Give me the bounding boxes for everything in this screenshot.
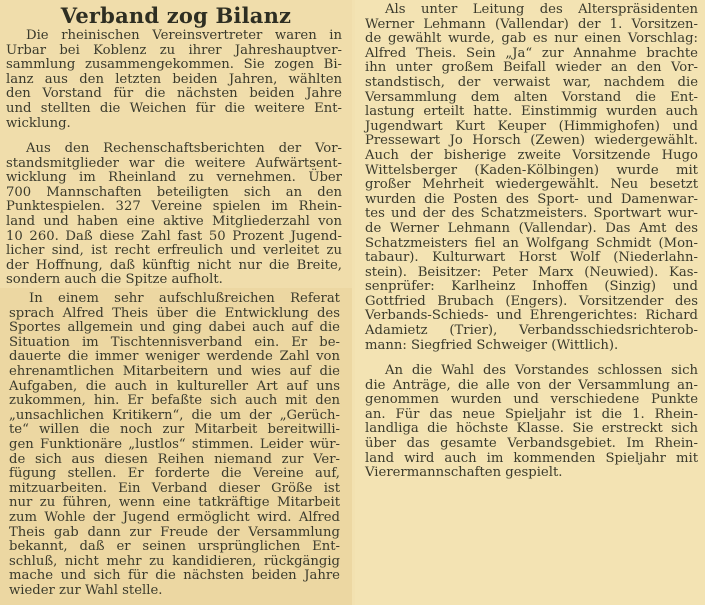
text-line: wicklung im Rheinland zu vernehmen. Über	[6, 170, 342, 186]
text-line: ihn unter großem Beifall wieder an den Vor-	[365, 60, 698, 76]
text-line: landliga die höchste Klasse. Sie erstreckt sich	[365, 421, 698, 437]
text-line: wicklung.	[6, 115, 71, 131]
text-line: Jugendwart Kurt Keuper (Himmighofen) und	[365, 118, 698, 134]
text-line: Pressewart Jo Horsch (Zewen) wiedergewählt.	[365, 133, 698, 149]
text-line: An die Wahl des Vorstandes schlossen sich	[385, 363, 698, 378]
text-line: Adamietz (Trier), Verbandsschiedsrichterob-	[365, 323, 698, 339]
text-line: wieder zur Wahl stelle.	[9, 582, 163, 598]
text-line: bekannt, daß er seinen ursprünglichen Ent-	[9, 539, 340, 555]
text-line: nur zu führen, wenn eine tatkräftige Mitarbeit	[9, 495, 340, 511]
text-line: Die rheinischen Vereinsvertreter waren in	[26, 28, 342, 43]
text-line: zum Wohle der Jugend ermöglicht wird. Alfred	[9, 509, 340, 525]
text-line: zukommen, hin. Er befaßte sich auch mit den	[9, 393, 340, 409]
paragraph	[365, 364, 698, 481]
text-line: standstisch, der verwaist war, nachdem die	[365, 74, 698, 90]
text-line: die Anträge, die alle von der Versammlung an-	[365, 377, 698, 393]
text-line: stein). Beisitzer: Peter Marx (Neuwied). Kas-	[365, 264, 698, 280]
text-line: land wird auch im kommenden Spieljahr mit	[365, 450, 698, 466]
text-line: gen Funktionäre „lustlos“ stimmen. Leider wür-	[9, 436, 340, 452]
text-line: 10 260. Daß diese Zahl fast 50 Prozent Jugend-	[6, 228, 342, 244]
right-column	[355, 0, 705, 605]
text-line: de Werner Lehmann (Vallendar). Das Amt des	[365, 220, 698, 236]
text-line: Verbands-Schieds- und Ehrengerichtes: Richard	[365, 308, 698, 324]
text-line: Alfred Theis. Sein „Ja“ zur Annahme brachte	[365, 45, 698, 61]
text-line: Auch der bisherige zweite Vorsitzende Hugo	[365, 147, 698, 163]
text-line: 700 Mannschaften beteiligten sich an den	[6, 184, 342, 200]
text-line: Aus den Rechenschaftsberichten der Vor-	[26, 141, 342, 156]
text-line: den Vorstand für die nächsten beiden Jahre	[6, 86, 342, 102]
text-line: großer Mehrheit wiedergewählt. Neu besetzt	[365, 177, 698, 193]
text-line: dauerte die immer weniger werdende Zahl von	[9, 349, 340, 365]
text-line: der Hoffnung, daß künftig nicht nur die Breite,	[6, 257, 342, 273]
text-line: Gottfried Brubach (Engers). Vorsitzender des	[365, 293, 698, 309]
text-line: Versammlung dem alten Vorstand die Ent-	[365, 89, 698, 105]
text-line: und stellten die Weichen für die weitere Ent-	[6, 100, 342, 116]
text-line: Situation im Tischtennisverband ein. Er be-	[9, 334, 340, 350]
text-line: fügung stellen. Er forderte die Vereine auf,	[9, 466, 340, 482]
text-line: Urbar bei Koblenz zu ihrer Jahreshauptver-	[6, 42, 342, 58]
text-line: Sportes allgemein und ging dabei auch auf die	[9, 320, 340, 336]
text-line: über das gesamte Verbandsgebiet. Im Rhein-	[365, 435, 698, 451]
text-line: Schatzmeisters fiel an Wolfgang Schmidt (Mon-	[365, 235, 698, 251]
paragraph	[6, 142, 342, 288]
text-line: Theis gab dann zur Freude der Versammlung	[9, 524, 340, 540]
text-line: In einem sehr aufschlußreichen Referat	[29, 291, 340, 306]
text-line: Aufgaben, die auch in kultureller Art auf uns	[9, 378, 340, 394]
text-line: licher sind, ist recht erfreulich und verleitet zu	[6, 243, 342, 259]
text-line: Werner Lehmann (Vallendar) der 1. Vorsitzen-	[365, 16, 698, 32]
paragraph	[365, 3, 698, 353]
text-line: mache und sich für die nächsten beiden Jahre	[9, 568, 340, 584]
text-line: an. Für das neue Spieljahr ist die 1. Rhein-	[365, 406, 698, 422]
text-line: ehrenamtlichen Mitarbeitern und wies auf die	[9, 363, 340, 379]
text-line: schluß, nicht mehr zu kandidieren, rückgängig	[9, 553, 340, 569]
text-line: standsmitglieder war die weitere Aufwärtsent-	[6, 155, 342, 171]
article-title: Verband zog Bilanz	[60, 3, 292, 28]
text-line: senprüfer: Karlheinz Inhoffen (Sinzig) und	[365, 279, 698, 295]
text-line: sondern auch die Spitze aufholt.	[6, 272, 223, 288]
text-line: Punktespielen. 327 Vereine spielen im Rhein-	[6, 199, 342, 215]
text-line: mann: Siegfried Schweiger (Wittlich).	[365, 337, 619, 353]
text-line: te“ willen die noch zur Mitarbeit bereitwilli-	[9, 422, 340, 438]
text-line: genommen wurden und verschiedene Punkte	[365, 392, 698, 408]
text-line: mitzuarbeiten. Ein Verband dieser Größe ist	[9, 480, 340, 496]
text-line: sammlung zusammengekommen. Sie zogen Bi-	[6, 57, 342, 73]
text-line: lastung erteilt hatte. Einstimmig wurden auch	[365, 104, 698, 120]
text-line: tes und der des Schatzmeisters. Sportwart wur-	[365, 206, 698, 222]
paragraph	[9, 292, 340, 598]
text-line: de gewählt wurde, gab es nur einen Vorschlag:	[365, 31, 698, 47]
text-line: Vierermannschaften gespielt.	[365, 465, 563, 481]
text-line: sprach Alfred Theis über die Entwicklung des	[9, 305, 340, 321]
text-line: land und haben eine aktive Mitgliederzahl von	[6, 213, 342, 229]
text-line: wurden die Posten des Sport- und Damenwar-	[365, 191, 698, 207]
text-line: tabaur). Kulturwart Horst Wolf (Niederlahn-	[365, 250, 698, 266]
paragraph	[6, 29, 342, 131]
text-line: de sich aus diesen Reihen niemand zur Ver-	[9, 451, 340, 467]
text-line: lanz aus den letzten beiden Jahren, wählten	[6, 71, 342, 87]
text-line: „unsachlichen Kritikern“, die um der „Gerüch-	[9, 407, 340, 423]
text-line: Als unter Leitung des Alterspräsidenten	[385, 2, 698, 17]
text-line: Wittelsberger (Kaden-Kölbingen) wurde mit	[365, 162, 698, 178]
